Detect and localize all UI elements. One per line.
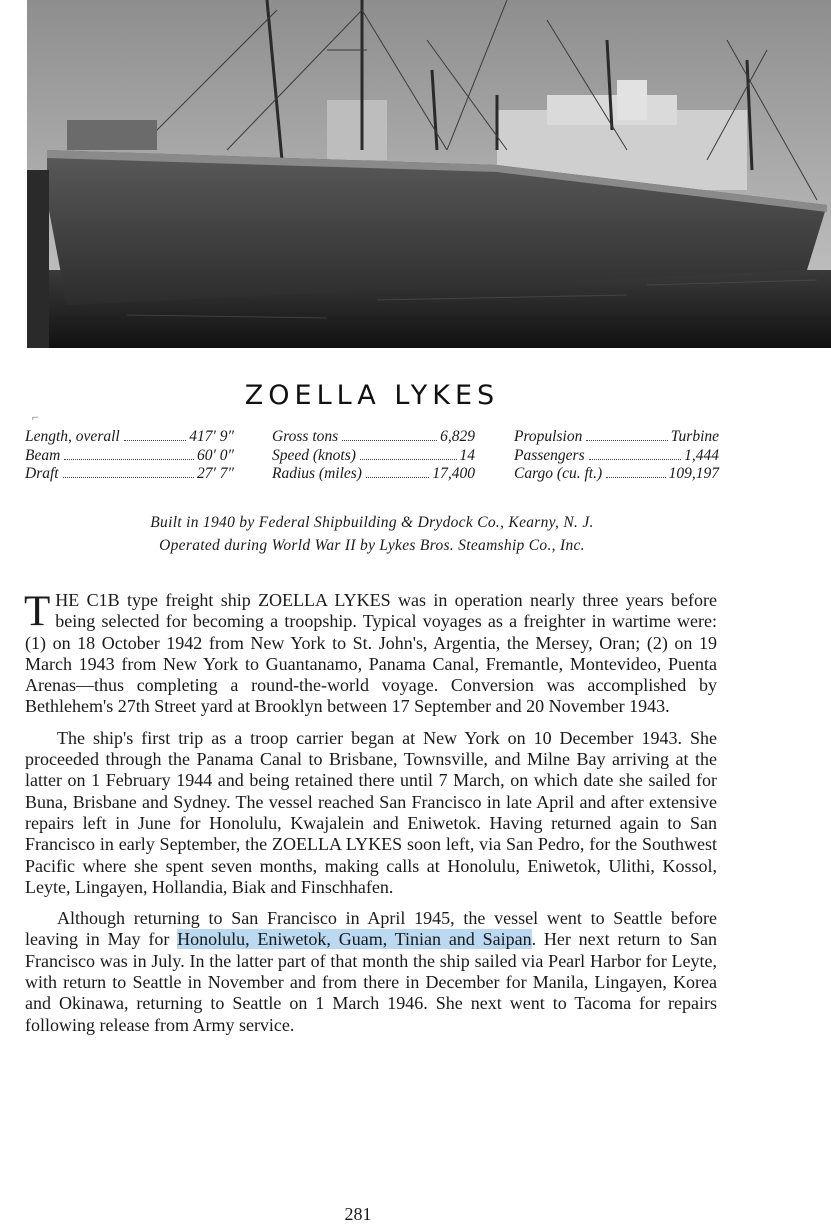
spec-row-beam — [25, 447, 234, 466]
spec-label: Radius (miles) — [272, 465, 362, 482]
spec-value: 6,829 — [440, 428, 475, 445]
spec-value: 27′ 7″ — [197, 465, 234, 482]
paragraph-1-text: HE C1B type freight ship ZOELLA LYKES was in operation nearly three years before being selected for becoming a troopship. Typical voyages as a freighter in wartime were: (1) on 18 October 1942 from New York to St. John's, Argentia, the Mersey, Oran; (2) on 19 March 1943 from New York to Guantanamo, Panama Canal, Fremantle, Montevideo, Puenta Arenas—thus completing a round-the-world voyage. Conversion was accomplished by Bethlehem's 27th Street yard at Brooklyn between 17 September and 20 November 1943. — [25, 590, 717, 717]
spec-value: 109,197 — [668, 465, 719, 482]
spec-label: Gross tons — [272, 428, 339, 445]
spec-row-length — [25, 428, 234, 447]
spec-row-speed — [272, 447, 475, 466]
paragraph-2: The ship's first trip as a troop carrier began at New York on 10 December 1943. She proceeded through the Panama Canal to Brisbane, Townsville, and Milne Bay arriving at the latter on 1 February 1944 and being retained there until 7 March, on which date she sailed for Buna, Brisbane and Sydney. The vessel reached San Francisco in late April and after extensive repairs left in June for Honolulu, Kwajalein and Eniwetok. Having returned again to San Francisco in early September, the ZOELLA LYKES soon left, via San Pedro, for the Southwest Pacific where she spent seven months, making calls at Honolulu, Eniwetok, Ulithi, Kossol, Leyte, Lingayen, Hollandia, Biak and Finschhafen. — [25, 727, 717, 897]
paragraph-3-text-end: . Her next return to San Francisco was in July. In the latter part of that month the ship sailed via Pearl Harbor for Leyte, with return to Seattle in November and from there in December for Manila, Lingayen, Korea and Okinawa, returning to Seattle on 1 March 1946. She next went to Tacoma for repairs following release from Army service. — [25, 929, 718, 1035]
specs-column-3 — [514, 428, 719, 484]
spec-row-propulsion — [514, 428, 719, 447]
spec-label: Passengers — [514, 446, 585, 464]
highlighted-text[interactable]: Honolulu, Eniwetok, Guam, Tinian and Saipan — [177, 929, 532, 950]
ship-photo — [27, 0, 831, 348]
page-number: 281 — [344, 1204, 372, 1224]
paragraph-1 — [25, 590, 717, 718]
drop-cap: T — [24, 588, 51, 635]
ship-title: ZOELLA LYKES — [244, 380, 500, 411]
specs-column-2 — [272, 428, 475, 484]
paragraph-3-text-start: Although returning to San Francisco in April 1945, the vessel went to Seattle before leaving in May for — [25, 908, 717, 950]
ship-photo-illustration — [27, 0, 831, 348]
operated-line: Operated during World War II by Lykes Bros. Steamship Co., Inc. — [159, 537, 585, 554]
article-body — [25, 590, 717, 1046]
spec-row-radius — [272, 465, 475, 484]
spec-value: 1,444 — [684, 446, 719, 464]
spec-row-draft — [25, 465, 234, 484]
built-line: Built in 1940 by Federal Shipbuilding & Drydock Co., Kearny, N. J. — [150, 514, 594, 531]
spec-value: Turbine — [670, 428, 719, 445]
spec-label: Draft — [25, 465, 59, 482]
spec-value: 17,400 — [432, 465, 475, 482]
stray-mark: ⌐ — [32, 410, 39, 424]
spec-value: 60′ 0″ — [197, 446, 234, 464]
spec-row-cargo — [514, 465, 719, 484]
specs-column-1 — [25, 428, 234, 484]
spec-value: 417′ 9″ — [189, 428, 234, 445]
spec-label: Length, overall — [25, 428, 120, 445]
spec-row-passengers — [514, 447, 719, 466]
spec-label: Propulsion — [514, 428, 583, 445]
paragraph-3 — [25, 908, 717, 1036]
spec-row-gross-tons — [272, 428, 475, 447]
spec-label: Beam — [25, 446, 61, 464]
spec-label: Cargo (cu. ft.) — [514, 465, 603, 482]
spec-value: 14 — [459, 446, 475, 464]
spec-label: Speed (knots) — [272, 446, 356, 464]
